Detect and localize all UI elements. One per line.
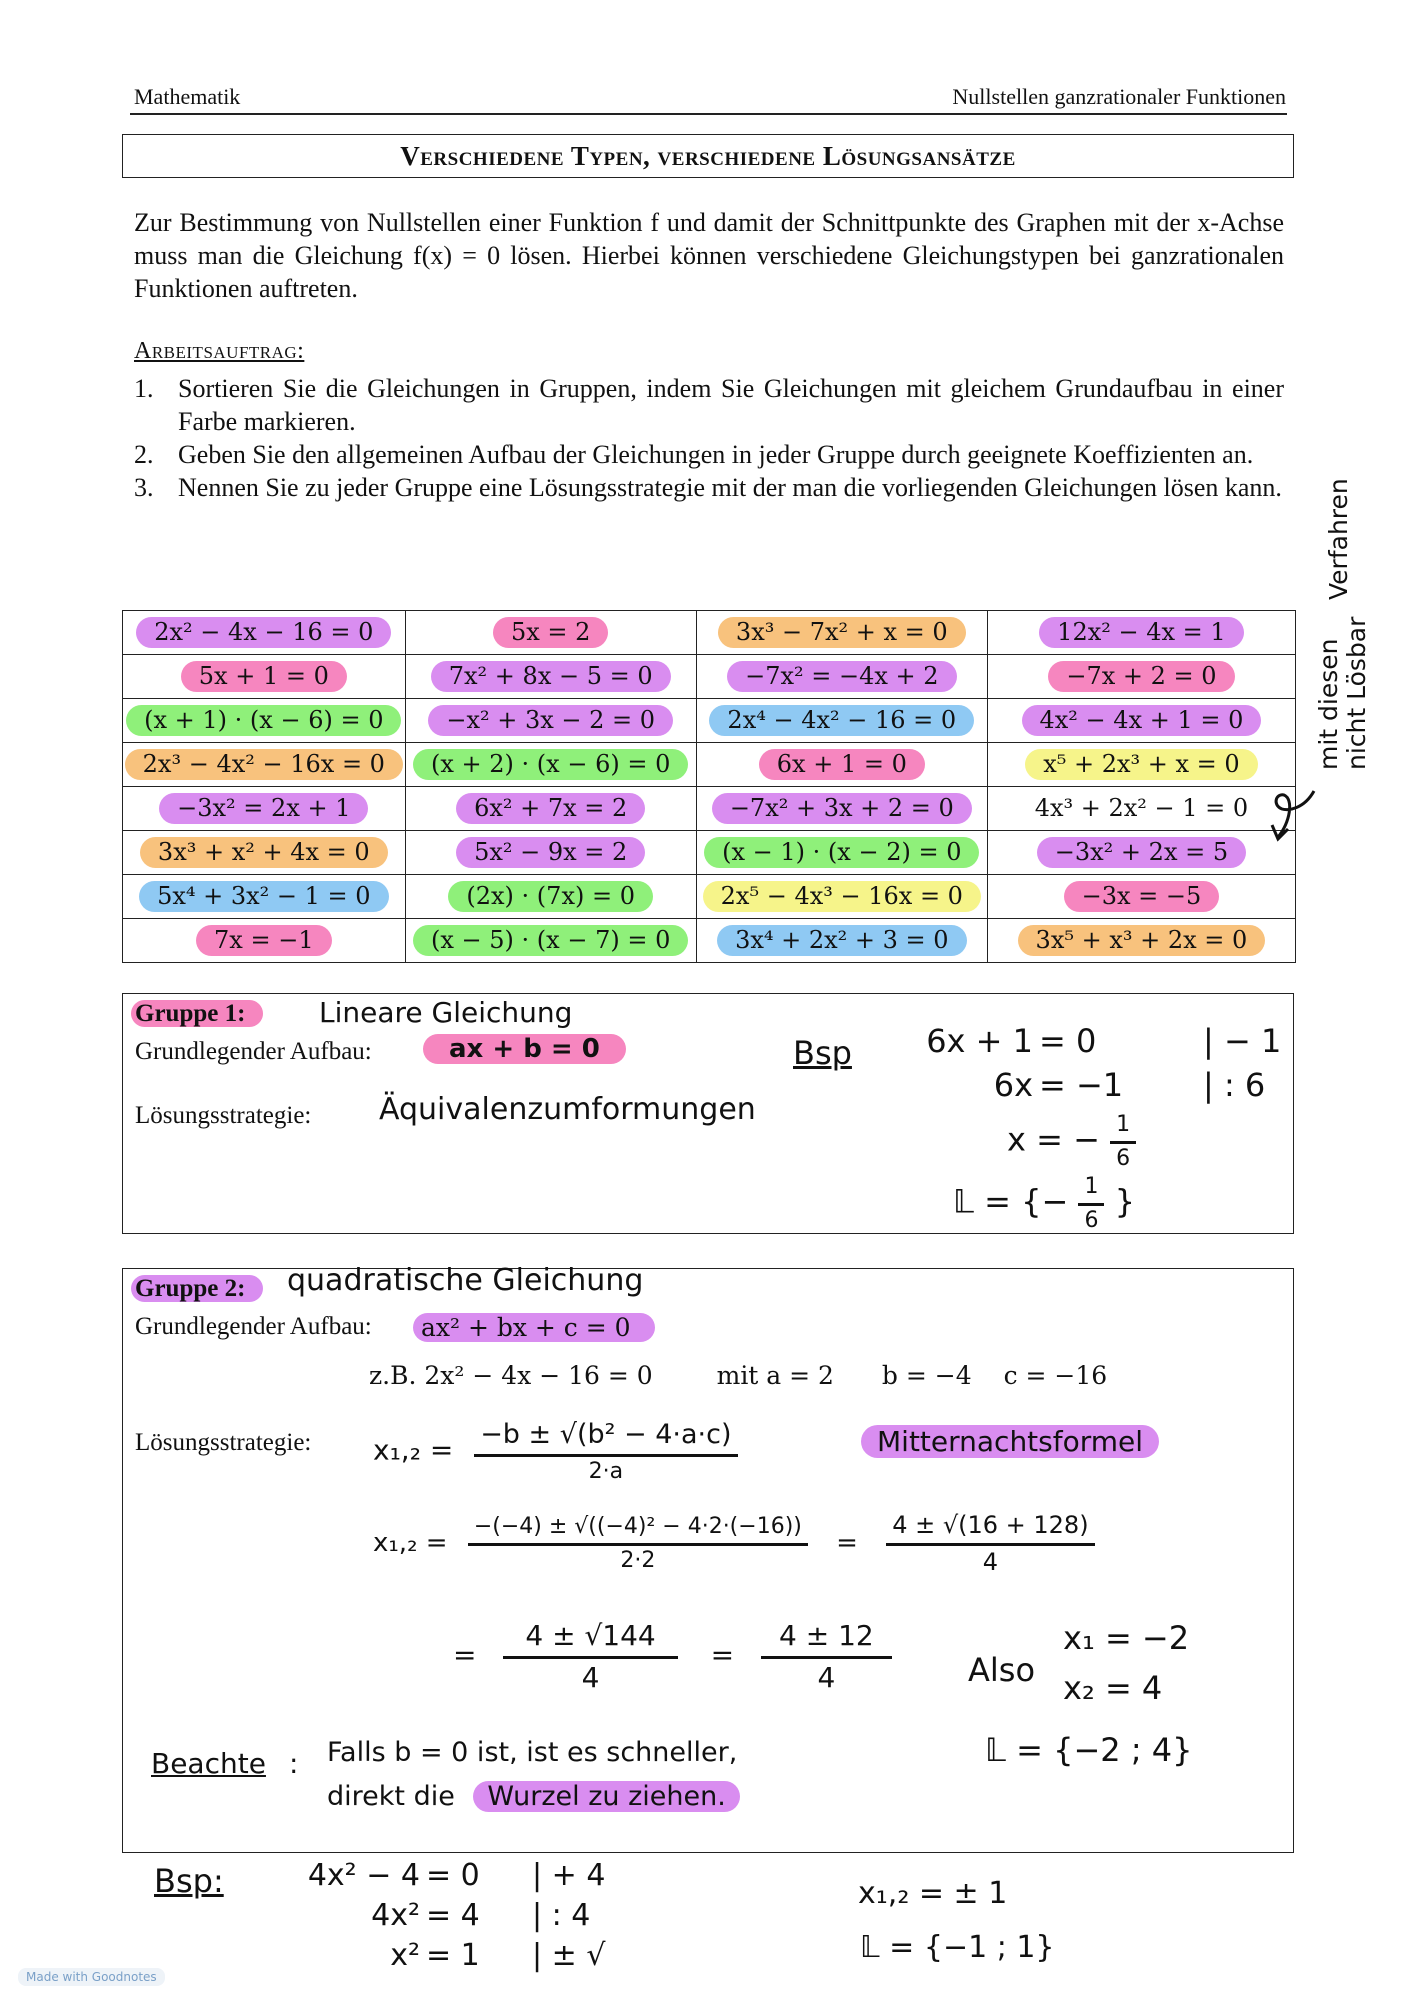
group2-step4-den: 4 [817,1661,836,1694]
intro-paragraph: Zur Bestimmung von Nullstellen einer Funktion f und damit der Schnittpunkte des Graphen mit der x-Achse muss man die Gleichung f(x) = 0 lösen. Hierbei können verschiedene Gleichungstypen bei ganzrationalen Funktionen auftreten. [134,208,1284,303]
group2-step1 [373,1511,1095,1576]
group2-structure: ax² + bx + c = 0 [413,1313,655,1342]
equation-cell [696,743,987,787]
equation-row [123,611,1296,655]
equation-cell [987,787,1295,831]
bottom-example-row [270,1938,670,1978]
bottom-solution: 𝕃 = {−1 ; 1} [860,1930,1055,1965]
equation-cell [696,831,987,875]
equation: (x − 1) · (x − 2) = 0 [704,837,979,868]
group2-step2-den: 4 [982,1548,999,1576]
equation-row [123,743,1296,787]
equation-cell [405,787,696,831]
equation-cell [123,699,406,743]
equation: 3x³ + x² + 4x = 0 [140,837,388,868]
group1-x-lhs: x [1007,1120,1026,1159]
equation: 3x⁴ + 2x² + 3 = 0 [717,925,967,956]
group1-strategy: Äquivalenzumformungen [379,1092,756,1127]
equation-cell [696,875,987,919]
equation: 4x² − 4x + 1 = 0 [1022,705,1262,736]
bottom-result: x₁,₂ = ± 1 [858,1876,1008,1911]
task-text: Nennen Sie zu jeder Gruppe eine Lösungsstrategie mit der man die vorliegenden Gleichungen lösen kann. [178,473,1282,502]
bottom-example-lhs: 4x² − 4 [307,1858,420,1893]
task-number: 2. [134,440,154,469]
side-note-line2: mit diesen [1314,638,1343,770]
equation-cell [696,655,987,699]
equation: −3x = −5 [1064,881,1220,912]
group1-solution [953,1174,1135,1233]
group2-strategy-label: Lösungsstrategie: [135,1429,312,1456]
group2-step1-num: −(−4) ± √((−4)² − 4·2·(−16)) [468,1514,808,1546]
group1-x-frac [1110,1112,1136,1171]
equation: −3x² + 2x = 5 [1037,837,1246,868]
task-item [134,438,1284,471]
equation-cell [405,919,696,963]
group2-formula-frac [474,1419,737,1484]
equation-row [123,875,1296,919]
equation-cell [987,831,1295,875]
equation: 3x⁵ + x³ + 2x = 0 [1018,925,1266,956]
equation: −7x² = −4x + 2 [727,661,956,692]
group2-coef-c: c = −16 [1003,1361,1108,1390]
task-number: 1. [134,374,154,403]
equation: (x + 2) · (x − 6) = 0 [413,749,688,780]
group2-step4-frac [761,1619,892,1694]
task-list [134,372,1284,504]
equation: 4x³ + 2x² − 1 = 0 [1034,794,1249,822]
group2-step2-frac [886,1511,1094,1576]
task-heading: Arbeitsauftrag: [134,338,305,364]
side-note [1314,460,1414,780]
group2-step1-den: 2·2 [620,1548,656,1573]
group2-formula-lhs: x₁,₂ = [373,1433,454,1467]
header-topic: Nullstellen ganzrationaler Funktionen [952,84,1286,109]
equation-row [123,919,1296,963]
group2-note-label: Beachte [151,1747,266,1780]
side-note-line1: Verfahren [1324,478,1353,600]
equation: −7x² + 3x + 2 = 0 [712,793,972,824]
group2-structure-label: Grundlegender Aufbau: [135,1313,372,1340]
equation: 2x⁵ − 4x³ − 16x = 0 [703,881,981,912]
group1-solution-frac [1078,1174,1104,1233]
group2-step1-frac [468,1514,808,1573]
group2-solution: 𝕃 = {−2 ; 4} [985,1731,1193,1769]
equation: 5x + 1 = 0 [181,661,347,692]
group2-coef-b: b = −4 [881,1361,972,1390]
group2-step3-num: 4 ± √144 [503,1619,677,1659]
group2-note-highlight: Wurzel zu ziehen. [473,1781,739,1812]
bottom-example-lhs: x² [390,1938,420,1973]
equation-cell [696,611,987,655]
bottom-example-rhs: = 4 [426,1898,480,1933]
equation: 5x² − 9x = 2 [456,837,645,868]
group2-step4-num: 4 ± 12 [761,1619,892,1659]
group1-example-row [903,1022,1283,1066]
group1-label-text: Gruppe 1: [131,1000,263,1027]
equation: 12x² − 4x = 1 [1039,617,1244,648]
group1-structure: ax + b = 0 [423,1034,626,1064]
equation: 2x² − 4x − 16 = 0 [136,617,391,648]
equation-cell [123,787,406,831]
group1-example-rhs: = 0 [1039,1022,1097,1060]
group1-bsp: Bsp [793,1034,852,1072]
group1-example-lhs: 6x [993,1066,1033,1104]
equation: (x + 1) · (x − 6) = 0 [126,705,401,736]
equation-cell [123,655,406,699]
equation-cell [405,655,696,699]
group1-example-op: | − 1 [1203,1022,1282,1060]
equation-row [123,787,1296,831]
group1-box [122,993,1294,1234]
group2-step3-den: 4 [581,1661,600,1694]
group2-step3-eq: = [453,1638,477,1672]
equation-cell [987,611,1295,655]
equation-cell [405,875,696,919]
bottom-example-row [270,1898,670,1938]
group2-formula-num: −b ± √(b² − 4·a·c) [474,1419,737,1457]
equation-cell [696,787,987,831]
equation-cell [123,875,406,919]
task-item [134,372,1284,438]
equation: (x − 5) · (x − 7) = 0 [413,925,688,956]
task-number: 3. [134,473,154,502]
group2-box [122,1263,1294,1853]
group2-coef-a: mit a = 2 [716,1361,834,1390]
equation: 6x² + 7x = 2 [456,793,645,824]
equation-cell [405,831,696,875]
group2-also: Also [968,1651,1036,1689]
group1-solution-prefix: 𝕃 = {− [953,1182,1069,1221]
equation-cell [123,743,406,787]
bottom-example-op: | + 4 [532,1858,606,1893]
equation-table [122,610,1296,963]
bottom-example-rhs: = 0 [426,1858,480,1893]
equation: −3x² = 2x + 1 [159,793,368,824]
equation-cell [696,699,987,743]
group1-structure-label: Grundlegender Aufbau: [135,1038,372,1065]
group2-step4-eq: = [710,1638,735,1672]
equation: 7x² + 8x − 5 = 0 [431,661,671,692]
bottom-example-rows [270,1858,670,1978]
equation-cell [405,743,696,787]
equation: 2x⁴ − 4x² − 16 = 0 [709,705,974,736]
equation-cell [987,699,1295,743]
group2-note-colon: : [289,1747,299,1780]
equation-row [123,655,1296,699]
equation-cell [987,875,1295,919]
group2-step1-lhs: x₁,₂ = [373,1528,448,1558]
group2-formula [373,1419,738,1484]
group1-solution-suffix: } [1114,1182,1135,1221]
bottom-bsp: Bsp: [154,1862,224,1900]
group2-note-line1: Falls b = 0 ist, ist es schneller, [327,1737,738,1768]
group1-example-op: | : 6 [1203,1066,1266,1104]
group2-step1-eq: = [836,1528,858,1558]
group2-name: quadratische Gleichung [287,1263,644,1298]
group1-solution-num: 1 [1078,1174,1104,1206]
group1-x-num: 1 [1110,1112,1136,1144]
equation-row [123,699,1296,743]
equation-cell [987,743,1295,787]
bottom-example-op: | : 4 [532,1898,591,1933]
page-title-text: Verschiedene Typen, verschiedene Lösungsansätze [400,140,1016,171]
equation: x⁵ + 2x³ + x = 0 [1025,749,1258,780]
group2-formula-den: 2·a [588,1459,624,1484]
bottom-example-rhs: = 1 [426,1938,480,1973]
group1-x-eq: = − [1036,1120,1100,1159]
group1-example-rhs: = −1 [1039,1066,1124,1104]
page-title [122,134,1294,178]
bottom-example-lhs: 4x² [371,1898,420,1933]
equation-cell [987,919,1295,963]
equation-cell [123,919,406,963]
group2-step3 [453,1619,892,1694]
equation-cell [405,611,696,655]
bottom-example-op: | ± √ [532,1938,606,1973]
bottom-example-row [270,1858,670,1898]
equation: 3x³ − 7x² + x = 0 [718,617,966,648]
equation-cell [405,699,696,743]
task-text: Geben Sie den allgemeinen Aufbau der Gleichungen in jeder Gruppe durch geeignete Koeffizienten an. [178,440,1254,469]
goodnotes-badge: Made with Goodnotes [18,1968,165,1986]
equation: (2x) · (7x) = 0 [448,881,653,912]
task-item [134,471,1284,504]
equation: 6x + 1 = 0 [759,749,925,780]
equation: 5x⁴ + 3x² − 1 = 0 [139,881,389,912]
equation: 7x = −1 [196,925,332,956]
equation: 5x = 2 [493,617,608,648]
group2-note-line2a: direkt die [327,1781,455,1812]
group1-x-den: 6 [1116,1146,1131,1171]
group2-example-line [369,1361,1169,1390]
group2-x2: x₂ = 4 [1063,1669,1163,1707]
equation-cell [123,831,406,875]
equation: −x² + 3x − 2 = 0 [428,705,673,736]
equation-row [123,831,1296,875]
equation: 2x³ − 4x² − 16x = 0 [125,749,403,780]
side-note-arrow [1270,785,1320,845]
equation-cell [123,611,406,655]
group2-step2-num: 4 ± √(16 + 128) [886,1511,1094,1546]
header-subject: Mathematik [134,84,241,109]
group2-step3-frac [503,1619,677,1694]
group1-x-row [1007,1112,1136,1171]
header-divider [130,113,1287,115]
group2-note-line2 [327,1781,740,1812]
task-text: Sortieren Sie die Gleichungen in Gruppen, indem Sie Gleichungen mit gleichem Grundaufbau in einer Farbe markieren. [178,374,1284,436]
group2-label [131,1275,263,1303]
group2-example-intro: z.B. 2x² − 4x − 16 = 0 [369,1361,653,1390]
group2-formula-name: Mitternachtsformel [861,1425,1159,1458]
group1-name: Lineare Gleichung [319,996,573,1029]
group1-example-lhs: 6x + 1 [926,1022,1033,1060]
equation-cell [987,655,1295,699]
group1-example-row [903,1066,1283,1110]
side-note-line3: nicht Lösbar [1342,616,1371,770]
group2-label-text: Gruppe 2: [131,1275,263,1302]
equation: −7x + 2 = 0 [1048,661,1234,692]
group1-strategy-label: Lösungsstrategie: [135,1102,312,1129]
group1-solution-den: 6 [1084,1208,1099,1233]
group1-label [131,1000,263,1028]
equation-cell [696,919,987,963]
group1-example [903,1022,1283,1110]
group2-x1: x₁ = −2 [1063,1619,1190,1657]
